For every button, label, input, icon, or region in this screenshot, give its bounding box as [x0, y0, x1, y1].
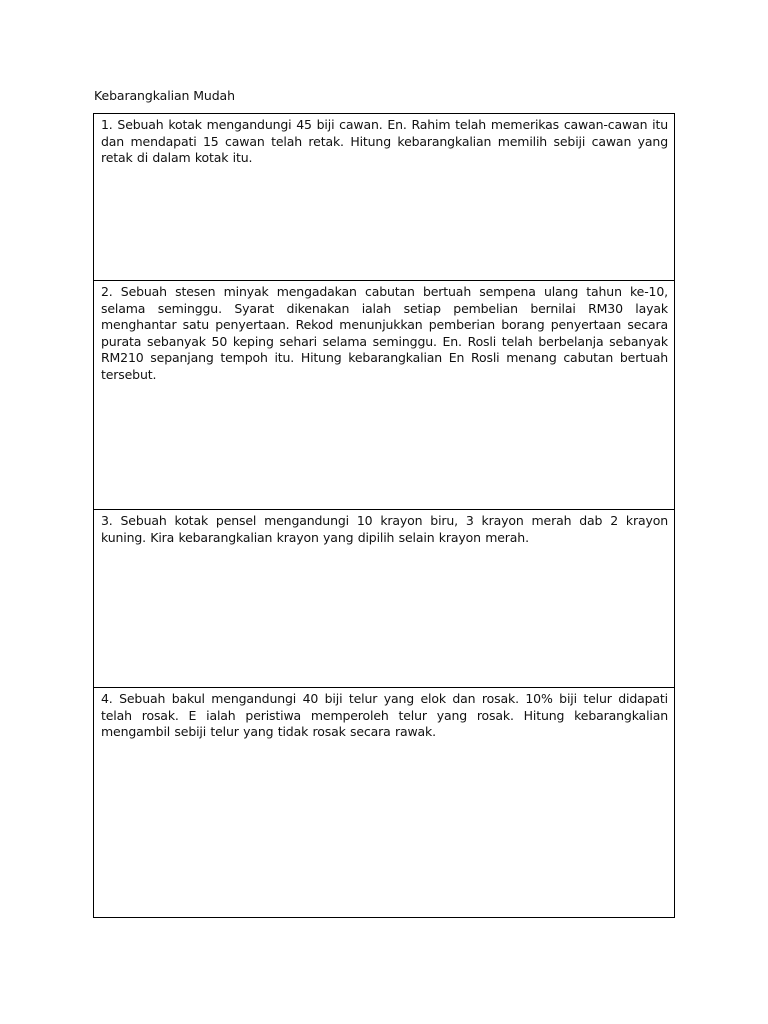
- question-3-text: 3. Sebuah kotak pensel mengandungi 10 krayon biru, 3 krayon merah dab 2 krayon kuning. Kira kebarangkalian krayon yang dipilih selain krayon merah.: [101, 513, 668, 545]
- document-title: Kebarangkalian Mudah: [94, 88, 235, 103]
- question-1-text: 1. Sebuah kotak mengandungi 45 biji cawan. En. Rahim telah memerikas cawan-cawan itu dan mendapati 15 cawan telah retak. Hitung kebarangkalian memilih sebiji cawan yang retak di dalam kotak itu.: [101, 117, 668, 165]
- question-row: [94, 280, 674, 509]
- question-4-text: 4. Sebuah bakul mengandungi 40 biji telur yang elok dan rosak. 10% biji telur didapati telah rosak. E ialah peristiwa memperoleh telur yang rosak. Hitung kebarangkalian mengambil sebiji telur yang tidak rosak secara rawak.: [101, 691, 668, 739]
- question-table: [93, 113, 675, 918]
- question-2-text: 2. Sebuah stesen minyak mengadakan cabutan bertuah sempena ulang tahun ke-10, selama seminggu. Syarat dikenakan ialah setiap pembelian bernilai RM30 layak menghantar satu penyertaan. Rekod menunjukkan pemberian borang penyertaan secara purata sebanyak 50 keping sehari selama seminggu. En. Rosli telah berbelanja sebanyak RM210 sepanjang tempoh itu. Hitung kebarangkalian En Rosli menang cabutan bertuah tersebut.: [101, 284, 668, 382]
- question-row: [94, 687, 674, 917]
- question-row: [94, 509, 674, 687]
- question-row: [94, 114, 674, 280]
